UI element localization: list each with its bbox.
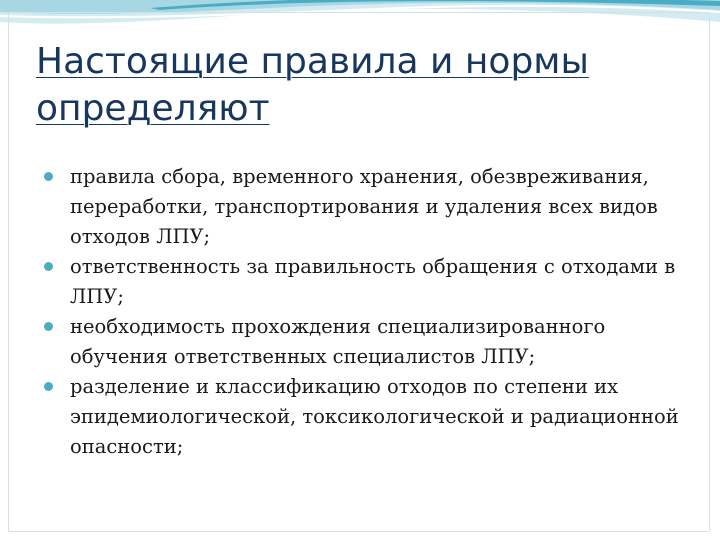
bullet-text: ответственность за правильность обращения с отходами в ЛПУ; [70, 255, 676, 308]
bullet-text: разделение и классификацию отходов по степени их эпидемиологической, токсикологической и радиационной опасности; [70, 375, 679, 458]
bullet-dot-icon [44, 172, 53, 181]
bullet-text: необходимость прохождения специализированного обучения ответственных специалистов ЛПУ; [70, 315, 606, 368]
bullet-item [44, 252, 684, 312]
bullet-list [44, 162, 684, 462]
slide-title: Настоящие правила и нормы определяют [36, 41, 589, 129]
bullet-dot-icon [44, 322, 53, 331]
bullet-dot-icon [44, 382, 53, 391]
bullet-item [44, 372, 684, 462]
bullet-dot-icon [44, 262, 53, 271]
bullet-item [44, 312, 684, 372]
bullet-text: правила сбора, временного хранения, обезвреживания, переработки, транспортирования и удаления всех видов отходов ЛПУ; [70, 165, 658, 248]
bullet-item [44, 162, 684, 252]
